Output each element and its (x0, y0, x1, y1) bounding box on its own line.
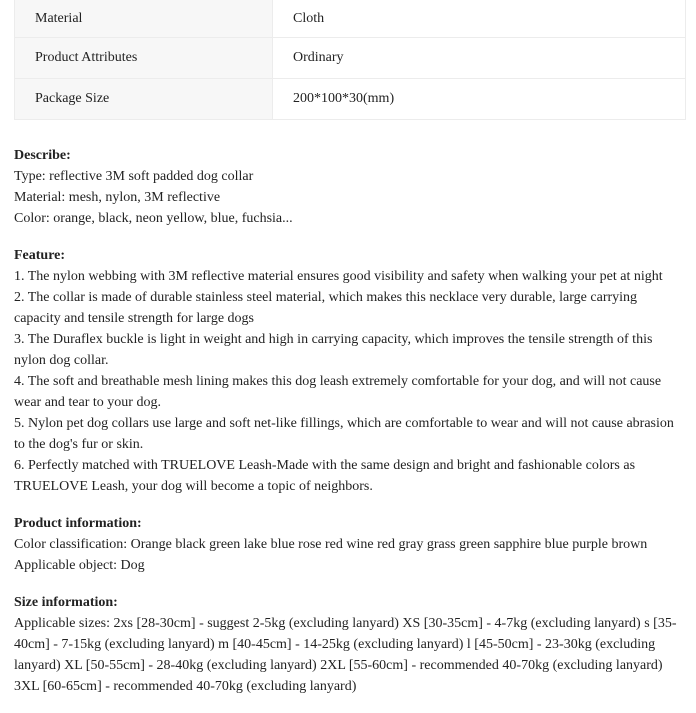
describe-section (14, 145, 686, 229)
feature-line: 1. The nylon webbing with 3M reflective material ensures good visibility and safety when walking your pet at night (14, 269, 663, 284)
attribute-key: Package Size (15, 79, 273, 120)
describe-line: Color: orange, black, neon yellow, blue, fuchsia... (14, 211, 293, 226)
attribute-value: Ordinary (273, 38, 686, 79)
product-information-heading: Product information: (14, 516, 142, 531)
product-information-section (14, 513, 686, 576)
feature-section (14, 245, 686, 497)
attribute-row-product-attributes (15, 38, 686, 79)
product-information-line: Applicable object: Dog (14, 558, 145, 573)
attribute-row-package-size (15, 79, 686, 120)
feature-line: 3. The Duraflex buckle is light in weight and high in carrying capacity, which improves the tensile strength of this nylon dog collar. (14, 332, 653, 368)
product-information-line: Color classification: Orange black green lake blue rose red wine red gray grass green sapphire blue purple brown (14, 537, 648, 552)
attribute-key: Material (15, 0, 273, 38)
describe-line: Type: reflective 3M soft padded dog collar (14, 169, 254, 184)
size-information-section (14, 592, 686, 697)
feature-line: 6. Perfectly matched with TRUELOVE Leash-Made with the same design and bright and fashionable colors as TRUELOVE Leash, your dog will become a topic of neighbors. (14, 458, 636, 494)
product-attributes-table (14, 0, 686, 120)
size-information-heading: Size information: (14, 595, 118, 610)
describe-line: Material: mesh, nylon, 3M reflective (14, 190, 221, 205)
product-description (14, 145, 686, 713)
attribute-row-material (15, 0, 686, 38)
feature-heading: Feature: (14, 248, 66, 263)
attribute-key: Product Attributes (15, 38, 273, 79)
feature-line: 4. The soft and breathable mesh lining makes this dog leash extremely comfortable for your dog, and will not cause wear and tear to your dog. (14, 374, 662, 410)
attribute-value: 200*100*30(mm) (273, 79, 686, 120)
feature-line: 5. Nylon pet dog collars use large and soft net-like fillings, which are comfortable to wear and will not cause abrasion to the dog's fur or skin. (14, 416, 674, 452)
describe-heading: Describe: (14, 148, 71, 163)
feature-line: 2. The collar is made of durable stainless steel material, which makes this necklace very durable, large carrying capacity and tensile strength for large dogs (14, 290, 638, 326)
size-information-line: Applicable sizes: 2xs [28-30cm] - suggest 2-5kg (excluding lanyard) XS [30-35cm] - 4-7kg (excluding lanyard) s [35-40cm] - 7-15kg (excluding lanyard) m [40-45cm] - 14-25kg (excluding lanyard) l [45-50cm] - 23-30kg (excluding lanyard) XL [50-55cm] - 28-40kg (excluding lanyard) 2XL [55-60cm] - recommended 40-70kg (excluding lanyard) 3XL [60-65cm] - recommended 40-70kg (excluding lanyard) (14, 616, 677, 694)
attribute-value: Cloth (273, 0, 686, 38)
